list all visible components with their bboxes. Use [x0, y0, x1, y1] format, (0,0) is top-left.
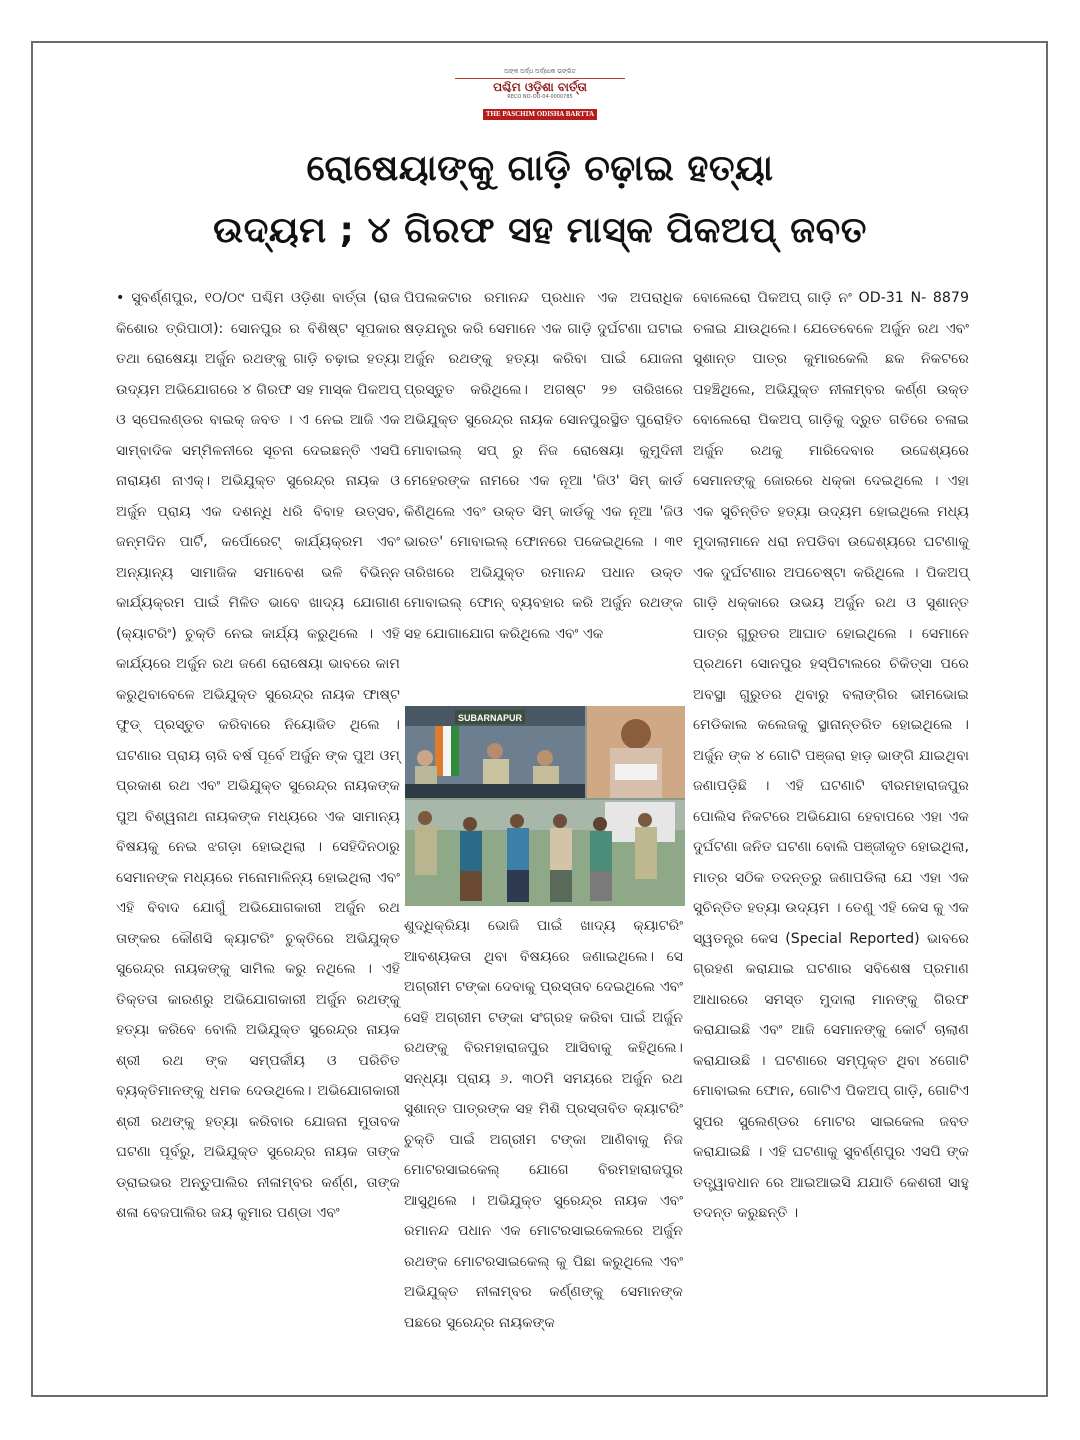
article-column-3-text: ବୋଲେରୋ ପିକଅପ୍ ଗାଡ଼ି ନଂ OD-31 N- 8879 ଚଳାଇ ଯାଉଥିଲେ। ଯେତେବେଳେ ଅର୍ଜୁନ ରଥ ଏବଂ ସୁଶାନ୍ତ ପାତ୍ର କୁମାରକେଲି ଛକ ନିକଟରେ ପହଞ୍ଚିଥିଲେ, ଅଭିଯୁକ୍ତ ନୀଳାମ୍ବର କର୍ଣ୍ଣ ଉକ୍ତ ବୋଲେରୋ ପିକଅପ୍ ଗାଡ଼ିକୁ ଦ୍ରୁତ ଗତିରେ ଚଳାଇ ଅର୍ଜୁନ ରଥକୁ ମାରିଦେବାର ଉଦ୍ଦେଶ୍ୟରେ ସେମାନଙ୍କୁ ଜୋରରେ ଧକ୍କା ଦେଇଥିଲେ । ଏହା ଏକ ସୁଚିନ୍ତିତ ହତ୍ୟା ଉଦ୍ୟମ ହୋଇଥିଲେ ମଧ୍ୟ ମୁଦାଲାମାନେ ଧରା ନପଡିବା ଉଦ୍ଦେଶ୍ୟରେ ଘଟଣାକୁ ଏକ ଦୁର୍ଘଟଣାର ଅପଚେଷ୍ଟା କରିଥିଲେ । ପିକଅପ୍ ଗାଡ଼ି ଧକ୍କାରେ ଉଭୟ ଅର୍ଜୁନ ରଥ ଓ ସୁଶାନ୍ତ ପାତ୍ର ଗୁରୁତର ଆଘାତ ହୋଇଥିଲେ । ସେମାନେ ପ୍ରଥମେ ସୋନପୁର ହସ୍ପିଟାଲରେ ଚିକିତ୍ସା ପରେ ଅବସ୍ଥା ଗୁରୁତର ଥିବାରୁ ବଲାଙ୍ଗିର ଭୀମଭୋଇ ମେଡିକାଲ କଲେଜକୁ ସ୍ଥାନାନ୍ତରିତ ହୋଇଥିଲେ । ଅର୍ଜୁନ ଙ୍କ ୪ ଗୋଟି ପଞ୍ଜରା ହାଡ଼ ଭାଙ୍ଗି ଯାଇଥିବା ଜଣାପଡ଼ିଛି । ଏହି ଘଟଣାଟି ବୀରମହାରାଜପୁର ପୋଲିସ ନିକଟରେ ଅଭିଯୋଗ ହେବାପରେ ଏହା ଏକ ଦୁର୍ଘଟଣା ଜନିତ ଘଟଣା ବୋଲି ପଞ୍ଜୀକୃତ ହୋଇଥିଲା, ମାତ୍ର ସଠିକ ତଦନ୍ତରୁ ଜଣାପଡିଲା ଯେ ଏହା ଏକ ସୁଚିନ୍ତିତ ହତ୍ୟା ଉଦ୍ୟମ । ତେଣୁ ଏହି କେସ କୁ ଏକ ସ୍ୱତନ୍ତ୍ର କେସ (Special Reported) ଭାବରେ ଗ୍ରହଣ କରାଯାଇ ଘଟଣାର ସବିଶେଷ ପ୍ରମାଣ ଆଧାରରେ ସମସ୍ତ ମୁଦାଲା ମାନଙ୍କୁ ଗିରଫ କରାଯାଇଛି ଏବଂ ଆଜି ସେମାନଙ୍କୁ କୋର୍ଟ ଚାଲାଣ କରାଯାଉଛି । ଘଟଣାରେ ସମ୍ପୃକ୍ତ ଥିବା ୪ଗୋଟି ମୋବାଇଲ ଫୋନ, ଗୋଟିଏ ପିକଅପ୍ ଗାଡ଼ି, ଗୋଟିଏ ସୁପର ସ୍ପ୍ଲେଣ୍ଡର ମୋଟର ସାଇକେଲ ଜବତ କରାଯାଇଛି । ଏହି ଘଟଣାକୁ ସୁବର୍ଣ୍ଣପୁର ଏସପି ଙ୍କ ତତ୍ତ୍ୱାବଧାନ ରେ ଆଇଆଇସି ଯଯାତି କେଶରୀ ସାହୁ ତଦନ୍ତ କରୁଛନ୍ତି ।	[693, 290, 969, 1221]
masthead-tagline: ଅଙ୍କ ଅର୍ଦ୍ଧ ଅର୍ଦ୍ଧେକ ଭଙ୍ଗିତ	[504, 68, 576, 75]
masthead	[455, 68, 625, 120]
sign-text: SUBARNAPUR	[457, 713, 523, 723]
article-column-1-text: • ସୁବର୍ଣ୍ଣପୁର, ୧୦/୦୯ ପଶ୍ଚିମ ଓଡ଼ିଶା ବାର୍ତ୍ତା (ରାଜ କିଶୋର ତ୍ରିପାଠୀ): ସୋନପୁର ର ବିଶିଷ୍ଟ ସୂପକାର ତଥା ରୋଷେୟା ଅର୍ଜୁନ ରଥଙ୍କୁ ଗାଡ଼ି ଚଢ଼ାଇ ହତ୍ୟା ଉଦ୍ୟମ ଅଭିଯୋଗରେ ୪ ଗିରଫ ସହ ମାସ୍କ ପିକଅପ୍ ଓ ସ୍ପେଲଣ୍ଡର ବାଇକ୍ ଜବତ । ଏ ନେଇ ଆଜି ଏକ ସାମ୍ବାଦିକ ସମ୍ମିଳନୀରେ ସୂଚନା ଦେଇଛନ୍ତି ଏସପି ନାରାୟଣ ନାଏକ୍। ଅଭିଯୁକ୍ତ ସୁରେନ୍ଦ୍ର ନାୟକ ଓ ଅର୍ଜୁନ ପ୍ରାୟ ଏକ ଦଶନ୍ଧି ଧରି ବିବାହ ଉତ୍ସବ, ଜନ୍ମଦିନ ପାର୍ଟି, କର୍ପୋରେଟ୍ କାର୍ଯ୍ୟକ୍ରମ ଏବଂ ଅନ୍ୟାନ୍ୟ ସାମାଜିକ ସମାବେଶ ଭଳି ବିଭିନ୍ନ କାର୍ଯ୍ୟକ୍ରମ ପାଇଁ ମିଳିତ ଭାବେ ଖାଦ୍ୟ ଯୋଗାଣ (କ୍ୟାଟରିଂ) ଚୁକ୍ତି ନେଇ କାର୍ଯ୍ୟ କରୁଥିଲେ । ଏହି କାର୍ଯ୍ୟରେ ଅର୍ଜୁନ ରଥ ଜଣେ ରୋଷେୟା ଭାବରେ କାମ କରୁଥିବାବେଳେ ଅଭିଯୁକ୍ତ ସୁରେନ୍ଦ୍ର ନାୟକ ଫାଷ୍ଟ ଫୁଡ୍ ପ୍ରସ୍ତୁତ କରିବାରେ ନିୟୋଜିତ ଥିଲେ । ଘଟଣାର ପ୍ରାୟ ଚାରି ବର୍ଷ ପୂର୍ବେ ଅର୍ଜୁନ ଙ୍କ ପୁଅ ଓମ୍ ପ୍ରକାଶ ରଥ ଏବଂ ଅଭିଯୁକ୍ତ ସୁରେନ୍ଦ୍ର ନାୟକଙ୍କ ପୁଅ ବିଶ୍ୱନାଥ ନାୟକଙ୍କ ମଧ୍ୟରେ ଏକ ସାମାନ୍ୟ ବିଷୟକୁ ନେଇ ଝଗଡ଼ା ହୋଇଥିଲା । ସେହିଦିନଠାରୁ ସେମାନଙ୍କ ମଧ୍ୟରେ ମନୋମାଳିନ୍ୟ ହୋଇଥିଲା ଏବଂ ଏହି ବିବାଦ ଯୋଗୁଁ ଅଭିଯୋଗକାରୀ ଅର୍ଜୁନ ରଥ ତାଙ୍କର କୌଣସି କ୍ୟାଟରିଂ ଚୁକ୍ତିରେ ଅଭିଯୁକ୍ତ ସୁରେନ୍ଦ୍ର ନାୟକଙ୍କୁ ସାମିଲ କରୁ ନଥିଲେ । ଏହି ତିକ୍ତତା କାରଣରୁ ଅଭିଯୋଗକାରୀ ଅର୍ଜୁନ ରଥଙ୍କୁ ହତ୍ୟା କରିବେ ବୋଲି ଅଭିଯୁକ୍ତ ସୁରେନ୍ଦ୍ର ନାୟକ ଶ୍ରୀ ରଥ ଙ୍କ ସମ୍ପର୍କୀୟ ଓ ପରିଚିତ ବ୍ୟକ୍ତିମାନଙ୍କୁ ଧମକ ଦେଉଥିଲେ। ଅଭିଯୋଗକାରୀ ଶ୍ରୀ ରଥଙ୍କୁ ହତ୍ୟା କରିବାର ଯୋଜନା ମୁତାବକ ଘଟଣା ପୂର୍ବରୁ, ଅଭିଯୁକ୍ତ ସୁରେନ୍ଦ୍ର ନାୟକ ତାଙ୍କ ଡ୍ରାଇଭର ଅନ୍ତୁପାଲିର ନୀଳାମ୍ବର କର୍ଣ୍ଣ, ତାଙ୍କ ଶଳା ବେଜପାଲିର ଜୟ କୁମାର ପଣ୍ଡା ଏବଂ	[116, 290, 400, 1221]
news-photo	[405, 706, 685, 906]
masthead-rule	[455, 78, 625, 79]
article-column-2-text: ପିପଲକଟାର ରମାନନ୍ଦ ପ୍ରଧାନ ଏକ ଅପରାଧିକ ଷଡ଼ଯନ୍ତ୍ର କରି ସେମାନେ ଏକ ଗାଡ଼ି ଦୁର୍ଘଟଣା ଘଟାଇ ଅର୍ଜୁନ ରଥଙ୍କୁ ହତ୍ୟା କରିବା ପାଇଁ ଯୋଜନା ପ୍ରସ୍ତୁତ କରିଥିଲେ। ଅଗଷ୍ଟ ୨୭ ତାରିଖରେ ଅଭିଯୁକ୍ତ ସୁରେନ୍ଦ୍ର ନାୟକ ସୋନପୁରସ୍ଥିତ ପୁରୋହିତ ମୋବାଇଲ୍ ସପ୍ ରୁ ନିଜ ରୋଷେୟା କୁମୁଦିନୀ ମେହେରଙ୍କ ନାମରେ ଏକ ନୂଆ 'ଜିଓ' ସିମ୍ କାର୍ଡ କିଣିଥିଲେ ଏବଂ ଉକ୍ତ ସିମ୍ କାର୍ଡକୁ ଏକ ନୂଆ 'ଜିଓ ଭାରତ' ମୋବାଇଲ୍ ଫୋନରେ ପକେଇଥିଲେ । ୩୧ ତାରିଖରେ ଅଭିଯୁକ୍ତ ରମାନନ୍ଦ ପଧାନ ଉକ୍ତ ମୋବାଇଲ୍ ଫୋନ୍ ବ୍ୟବହାର କରି ଅର୍ଜୁନ ରଥଙ୍କ ସହ ଯୋଗାଯୋଗ କରିଥିଲେ ଏବଂ ଏକ	[404, 290, 683, 642]
headline	[60, 138, 1020, 262]
news-photo-collage	[405, 706, 685, 906]
masthead-registration: RECO NO-OD-04-0000785	[507, 94, 573, 100]
article-column-2-bottom-text: ଶୁଦ୍ଧିକ୍ରିୟା ଭୋଜି ପାଇଁ ଖାଦ୍ୟ କ୍ୟାଟରିଂ ଆବଶ୍ୟକତା ଥିବା ବିଷୟରେ ଜଣାଇଥିଲେ। ସେ ଅଗ୍ରୀମ ଟଙ୍କା ଦେବାକୁ ପ୍ରସ୍ତାବ ଦେଇଥିଲେ ଏବଂ ସେହି ଅଗ୍ରୀମ ଟଙ୍କା ସଂଗ୍ରହ କରିବା ପାଇଁ ଅର୍ଜୁନ ରଥଙ୍କୁ ବିରମହାରାଜପୁର ଆସିବାକୁ କହିଥିଲେ। ସନ୍ଧ୍ୟା ପ୍ରାୟ ୬. ୩୦ମି ସମୟରେ ଅର୍ଜୁନ ରଥ ସୁଶାନ୍ତ ପାତ୍ରଙ୍କ ସହ ମିଶି ପ୍ରସ୍ତାବିତ କ୍ୟାଟରିଂ ଚୁକ୍ତି ପାଇଁ ଅଗ୍ରୀମ ଟଙ୍କା ଆଣିବାକୁ ନିଜ ମୋଟରସାଇକେଲ୍ ଯୋଗେ ବିରମହାରାଜପୁର ଆସୁଥିଲେ । ଅଭିଯୁକ୍ତ ସୁରେନ୍ଦ୍ର ନାୟକ ଏବଂ ରମାନନ୍ଦ ପଧାନ ଏକ ମୋଟରସାଇକେଲରେ ଅର୍ଜୁନ ରଥଙ୍କ ମୋଟରସାଇକେଲ୍ କୁ ପିଛା କରୁଥିଲେ ଏବଂ ଅଭିଯୁକ୍ତ ନୀଳାମ୍ବର କର୍ଣ୍ଣଙ୍କୁ ସେମାନଙ୍କ ପଛରେ ସୁରେନ୍ଦ୍ର ନାୟକଙ୍କ	[404, 918, 683, 1331]
headline-line-2: ଉଦ୍ୟମ ; ୪ ଗିରଫ ସହ ମାସ୍କ ପିକଅପ୍ ଜବତ	[213, 210, 867, 251]
article-column-2-continued	[404, 911, 683, 1338]
article-column-1	[116, 283, 400, 1229]
headline-line-1: ରୋଷେୟାଙ୍କୁ ଗାଡ଼ି ଚଢ଼ାଇ ହତ୍ୟା	[306, 148, 774, 189]
masthead-logo: ପଶ୍ଚିମ ଓଡ଼ିଶା ବାର୍ତ୍ତା	[493, 80, 587, 94]
article-column-3	[693, 283, 969, 1229]
article-column-2	[404, 283, 683, 649]
masthead-english-name: THE PASCHIM ODISHA BARTTA	[483, 109, 597, 120]
